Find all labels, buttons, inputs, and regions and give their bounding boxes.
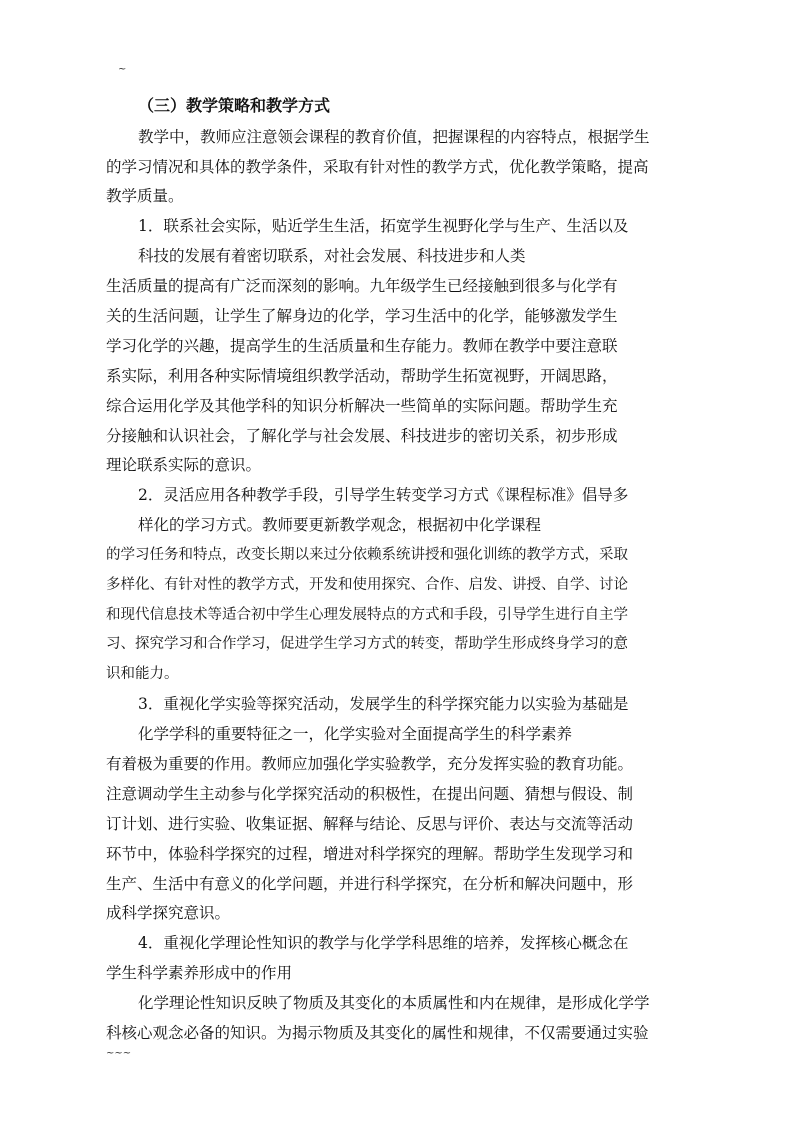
text-line: 生活质量的提高有广泛而深刻的影响。九年级学生已经接触到很多与化学有: [106, 277, 618, 295]
text-line: 环节中，体验科学探究的过程，增进对科学探究的理解。帮助学生发现学习和: [106, 845, 634, 863]
text-line: 综合运用化学及其他学科的知识分析解决一些简单的实际问题。帮助学生充: [106, 397, 618, 415]
text-line: 理论联系实际的意识。: [106, 456, 262, 474]
text-line: 学生科学素养形成中的作用: [106, 964, 293, 982]
text-line: 教学中，教师应注意领会课程的教育价值，把握课程的内容特点，根据学生: [138, 128, 650, 146]
text-line: 教学质量。: [106, 187, 184, 205]
text-line: 有着极为重要的作用。教师应加强化学实验教学，充分发挥实验的教育功能。: [106, 755, 634, 773]
text-line: 习、探究学习和合作学习，促进学生学习方式的转变，帮助学生形成终身学习的意: [106, 636, 628, 652]
text-line: 注意调动学生主动参与化学探究活动的积极性，在提出问题、猜想与假设、制: [106, 785, 634, 803]
text-line: 3．重视化学实验等探究活动，发展学生的科学探究能力以实验为基础是: [138, 695, 629, 713]
text-line: 多样化、有针对性的教学方式，开发和使用探究、合作、启发、讲授、自学、讨论: [106, 577, 628, 593]
text-line: 科技的发展有着密切联系，对社会发展、科技进步和人类: [138, 247, 526, 265]
text-line: 的学习情况和具体的教学条件，采取有针对性的教学方式，优化教学策略，提高: [106, 158, 649, 176]
text-line: 4．重视化学理论性知识的教学与化学学科思维的培养，发挥核心概念在: [138, 934, 629, 952]
text-line: 2．灵活应用各种教学手段，引导学生转变学习方式《课程标准》倡导多: [138, 486, 629, 504]
text-line: 关的生活问题，让学生了解身边的化学，学习生活中的化学，能够激发学生: [106, 307, 618, 325]
text-line: 科核心观念必备的知识。为揭示物质及其变化的属性和规律，不仅需要通过实验: [106, 1024, 649, 1042]
text-line: 和现代信息技术等适合初中学生心理发展特点的方式和手段，引导学生进行自主学: [106, 607, 628, 623]
text-line: 成科学探究意识。: [106, 904, 231, 922]
text-line: 学习化学的兴趣，提高学生的生活质量和生存能力。教师在教学中要注意联: [106, 337, 618, 355]
text-line: 化学理论性知识反映了物质及其变化的本质属性和内在规律，是形成化学学: [138, 994, 650, 1012]
text-line: 分接触和认识社会，了解化学与社会发展、科技进步的密切关系，初步形成: [106, 427, 618, 445]
text-line: 生产、生活中有意义的化学问题，并进行科学探究，在分析和解决问题中，形: [106, 875, 634, 893]
section-heading: （三）教学策略和教学方式: [138, 96, 331, 115]
text-line: 化学学科的重要特征之一，化学实验对全面提高学生的科学素养: [138, 725, 573, 743]
text-line: 订计划、进行实验、收集证据、解释与结论、反思与评价、表达与交流等活动: [106, 815, 634, 833]
text-line: 系实际，利用各种实际情境组织教学活动，帮助学生拓宽视野，开阔思路，: [106, 367, 618, 385]
text-line: 识和能力。: [106, 666, 179, 682]
text-line: 1．联系社会实际，贴近学生生活，拓宽学生视野化学与生产、生活以及: [138, 217, 629, 235]
text-line: 的学习任务和特点，改变长期以来过分依赖系统讲授和强化训练的教学方式，采取: [106, 547, 628, 563]
header-mark: ~: [118, 64, 127, 75]
text-line: 样化的学习方式。教师要更新教学观念，根据初中化学课程: [138, 516, 542, 534]
footer-mark: ~~~: [106, 1048, 132, 1059]
